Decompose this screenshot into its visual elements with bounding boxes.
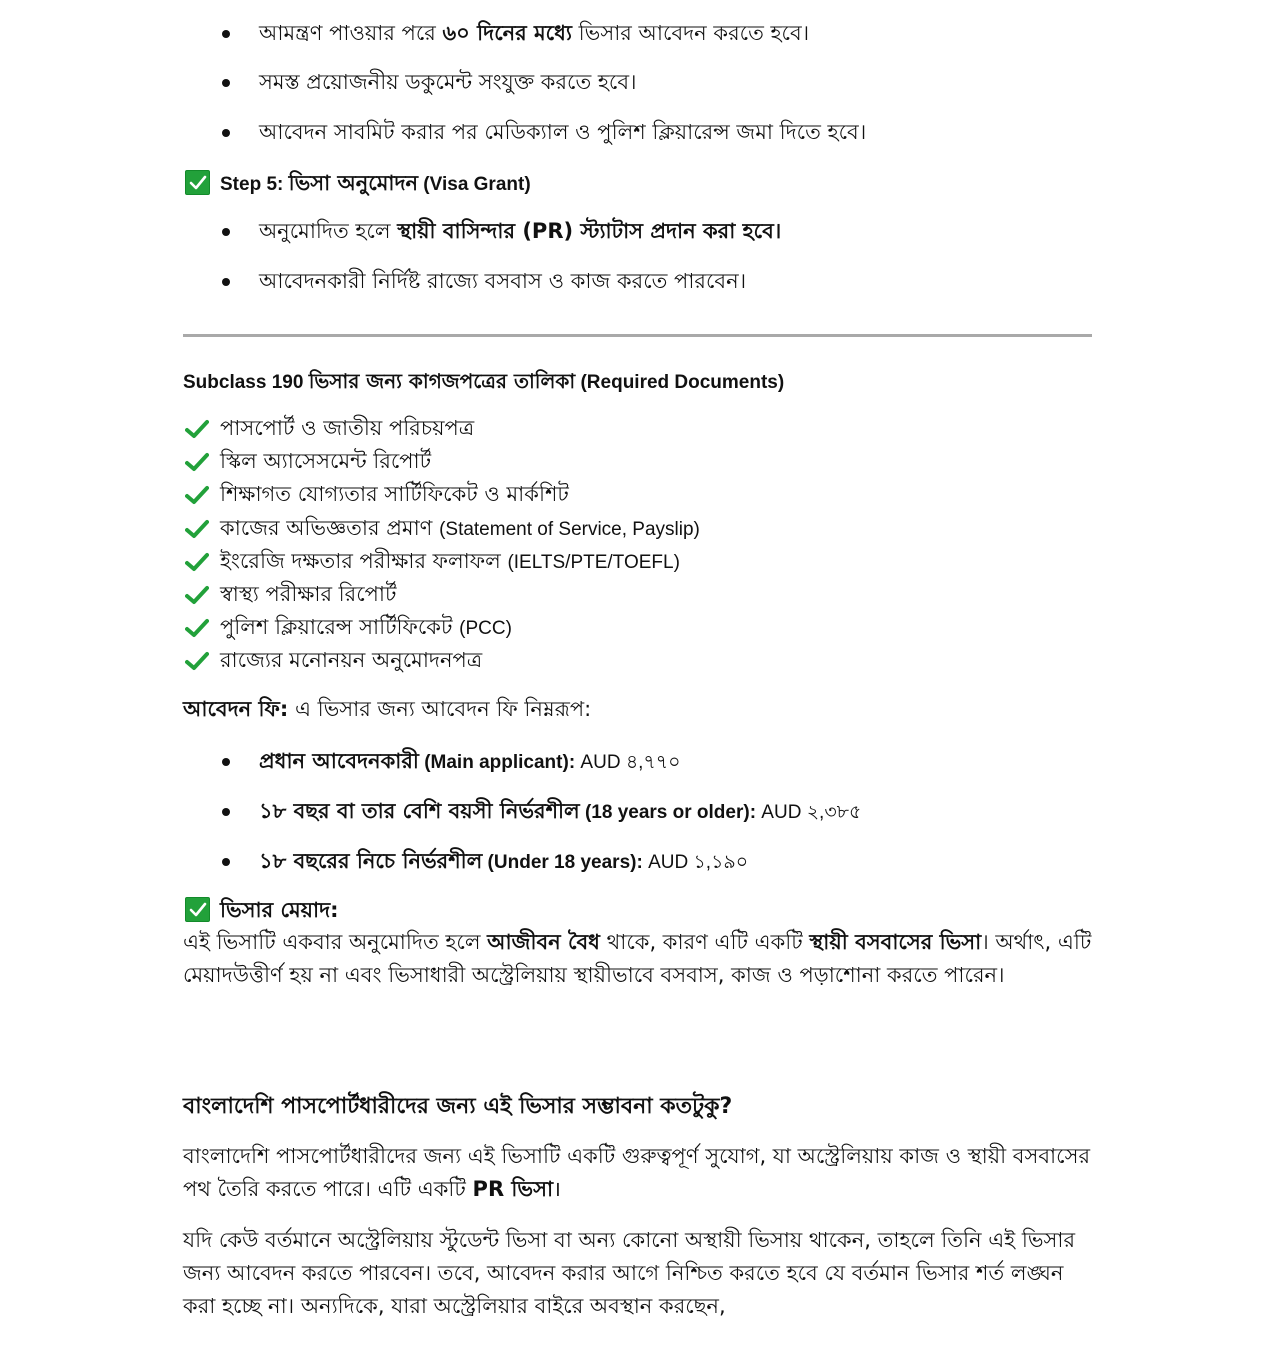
document-page: আমন্ত্রণ পাওয়ার পরে ৬০ দিনের মধ্যে ভিসার আবেদন করতে হবে। সমস্ত প্রয়োজনীয় ডকুমেন্ট সংযুক্ত করতে হবে। আবেদন সাবমিট করার পর মেডিক্যাল ও পুলিশ ক্লিয়ারেন্স জমা দিতে হবে। Step 5: ভিসা অনুমোদন (Visa Grant) অনুমোদিত হলে স্থায়ী বাসিন্দার (PR) স্ট্যাটাস প্রদান করা হবে। আবেদনকারী নির্দিষ্ট রাজ্যে বসবাস ও কাজ করতে পারবেন। Subclass 190 ভিসার জন্য কাগজপত্রের তালিকা (Required Documents) পাসপোর্ট ও জাতীয় পরিচয়পত্র স্কিল অ্যাসেসমেন্ট রিপোর্ট শিক্ষাগত যোগ্যতার সার্টিফিকেট ও মার্কশিট কাজের অভিজ্ঞতার প্রমাণ (Statement of Service, Payslip) ইংরেজি দক্ষতার পরীক্ষার ফলাফল (IELTS/PTE/TOEFL) স্বাস্থ্য পরীক্ষার রিপোর্ট পুলিশ ক্লিয়ারেন্স সার্টিফিকেট (PCC) রাজ্যের মনোনয়ন অনুমোদনপত্র আবেদন ফি: এ ভিসার জন্য আবেদন ফি নিম্নরূপ: প্রধান আবেদনকারী (Main applicant): AUD ৪,৭৭০ ১৮ বছর বা তার বেশি বয়সী নির্ভরশীল (18 years or older): AUD ২,৩৮৫ ১৮ বছরের নিচে নির্ভরশীল (Under 18 years): AUD ১,১৯০ ভিসার মেয়াদ: এই ভিসাটি একবার অনুমোদিত হলে আজীবন বৈধ থাকে, কারণ এটি একটি স্থায়ী বসবাসের ভিসা। অর্থাৎ, এটি মেয়াদউত্তীর্ণ হয় না এবং ভিসাধারী অস্ট্রেলিয়ায় স্থায়ীভাবে বসবাস, কাজ ও পড়াশোনা করতে পারেন। বাংলাদেশি পাসপোর্টধারীদের জন্য এই ভিসার সম্ভাবনা কতটুকু? বাংলাদেশি পাসপোর্টধারীদের জন্য এই ভিসাটি একটি গুরুত্বপূর্ণ সুযোগ, যা অস্ট্রেলিয়ায় কাজ ও স্থায়ী বসবাসের পথ তৈরি করতে পারে। এটি একটি PR ভিসা। যদি কেউ বর্তমানে অস্ট্রেলিয়ায় স্টুডেন্ট ভিসা বা অন্য কোনো অস্থায়ী ভিসায় থাকেন, তাহলে তিনি এই ভিসার জন্য আবেদন করতে পারবেন। তবে, আবেদন করার আগে নিশ্চিত করতে হবে যে বর্তমান ভিসার শর্ত লঙ্ঘন করা হচ্ছে না। অন্যদিকে, যারা অস্ট্রেলিয়ার বাইরে অবস্থান করছেন, xyxy=(0,0,1275,1349)
document-name: শিক্ষাগত যোগ্যতার সার্টিফিকেট ও মার্কশিট xyxy=(220,482,569,506)
document-name: রাজ্যের মনোনয়ন অনুমোদনপত্র xyxy=(220,648,483,672)
step-title: ভিসা অনুমোদন xyxy=(288,171,419,195)
section-heading: বাংলাদেশি পাসপোর্টধারীদের জন্য এই ভিসার সম্ভাবনা কতটুকু? xyxy=(183,1094,733,1119)
bullet-icon xyxy=(222,858,230,866)
document-name: পুলিশ ক্লিয়ারেন্স সার্টিফিকেট xyxy=(220,615,460,639)
prospects-paragraph-2: যদি কেউ বর্তমানে অস্ট্রেলিয়ায় স্টুডেন্ট ভিসা বা অন্য কোনো অস্থায়ী ভিসায় থাকেন, তাহলে তিনি এই ভিসার জন্য আবেদন করতে পারবেন। তবে, আবেদন করার আগে নিশ্চিত করতে হবে যে বর্তমান ভিসার শর্ত লঙ্ঘন করা হচ্ছে না। অন্যদিকে, যারা অস্ট্রেলিয়ার বাইরে অবস্থান করছেন, xyxy=(183,1228,1075,1318)
bullet-icon xyxy=(222,278,230,286)
bullet-icon xyxy=(222,228,230,236)
bullet-icon xyxy=(222,808,230,816)
check-mark-icon xyxy=(185,552,209,572)
fee-category: প্রধান আবেদনকারী xyxy=(259,749,419,773)
bullet-text: আবেদন সাবমিট করার পর মেডিক্যাল ও পুলিশ ক্লিয়ারেন্স জমা দিতে হবে। xyxy=(259,120,867,144)
fees-heading: আবেদন ফি: এ ভিসার জন্য আবেদন ফি নিম্নরূপ: xyxy=(183,697,592,721)
bullet-icon xyxy=(222,79,230,87)
bullet-icon xyxy=(222,129,230,137)
divider xyxy=(183,334,1092,337)
fee-amount: AUD ৪,৭৭০ xyxy=(575,752,681,773)
bullet-bold-text: ৬০ দিনের মধ্যে xyxy=(442,21,572,45)
check-mark-icon xyxy=(185,452,209,472)
step-label: Step 5: xyxy=(220,174,289,195)
documents-title: Subclass 190 ভিসার জন্য কাগজপত্রের তালিকা (Required Documents) xyxy=(183,369,785,393)
bullet-icon xyxy=(222,30,230,38)
document-name: স্বাস্থ্য পরীক্ষার রিপোর্ট xyxy=(220,582,397,606)
check-mark-icon xyxy=(185,585,209,605)
bullet-text: আমন্ত্রণ পাওয়ার পরে xyxy=(259,21,443,45)
check-mark-icon xyxy=(185,419,209,439)
document-name: পাসপোর্ট ও জাতীয় পরিচয়পত্র xyxy=(220,416,475,440)
fee-amount: AUD ১,১৯০ xyxy=(642,852,749,873)
step-title-en: (Visa Grant) xyxy=(418,174,531,195)
fee-category: ১৮ বছরের নিচে নির্ভরশীল xyxy=(259,849,483,873)
bullet-icon xyxy=(222,758,230,766)
check-mark-icon xyxy=(185,651,209,671)
validity-paragraph: এই ভিসাটি একবার অনুমোদিত হলে আজীবন বৈধ থাকে, কারণ এটি একটি স্থায়ী বসবাসের ভিসা। অর্থাৎ, এটি মেয়াদউত্তীর্ণ হয় না এবং ভিসাধারী অস্ট্রেলিয়ায় স্থায়ীভাবে বসবাস, কাজ ও পড়াশোনা করতে পারেন। xyxy=(183,930,1092,987)
bullet-text-end: ভিসার আবেদন করতে হবে। xyxy=(572,21,810,45)
bullet-text: আবেদনকারী নির্দিষ্ট রাজ্যে বসবাস ও কাজ করতে পারবেন। xyxy=(259,269,747,293)
bullet-text: অনুমোদিত হলে xyxy=(259,219,398,243)
check-box-icon xyxy=(185,170,210,195)
check-mark-icon xyxy=(185,618,209,638)
document-name: ইংরেজি দক্ষতার পরীক্ষার ফলাফল xyxy=(220,549,508,573)
document-name: স্কিল অ্যাসেসমেন্ট রিপোর্ট xyxy=(220,449,432,473)
bullet-text: সমস্ত প্রয়োজনীয় ডকুমেন্ট সংযুক্ত করতে হবে। xyxy=(259,70,637,94)
bullet-bold-text: স্থায়ী বাসিন্দার (PR) স্ট্যাটাস প্রদান করা হবে। xyxy=(397,219,782,243)
fee-amount: AUD ২,৩৮৫ xyxy=(756,802,862,823)
check-box-icon xyxy=(185,897,210,922)
prospects-paragraph: বাংলাদেশি পাসপোর্টধারীদের জন্য এই ভিসাটি একটি গুরুত্বপূর্ণ সুযোগ, যা অস্ট্রেলিয়ায় কাজ ও স্থায়ী বসবাসের পথ তৈরি করতে পারে। এটি একটি PR ভিসা। xyxy=(183,1144,1090,1201)
fee-category: ১৮ বছর বা তার বেশি বয়সী নির্ভরশীল xyxy=(259,799,580,823)
document-name: কাজের অভিজ্ঞতার প্রমাণ xyxy=(220,516,440,540)
check-mark-icon xyxy=(185,485,209,505)
check-mark-icon xyxy=(185,519,209,539)
